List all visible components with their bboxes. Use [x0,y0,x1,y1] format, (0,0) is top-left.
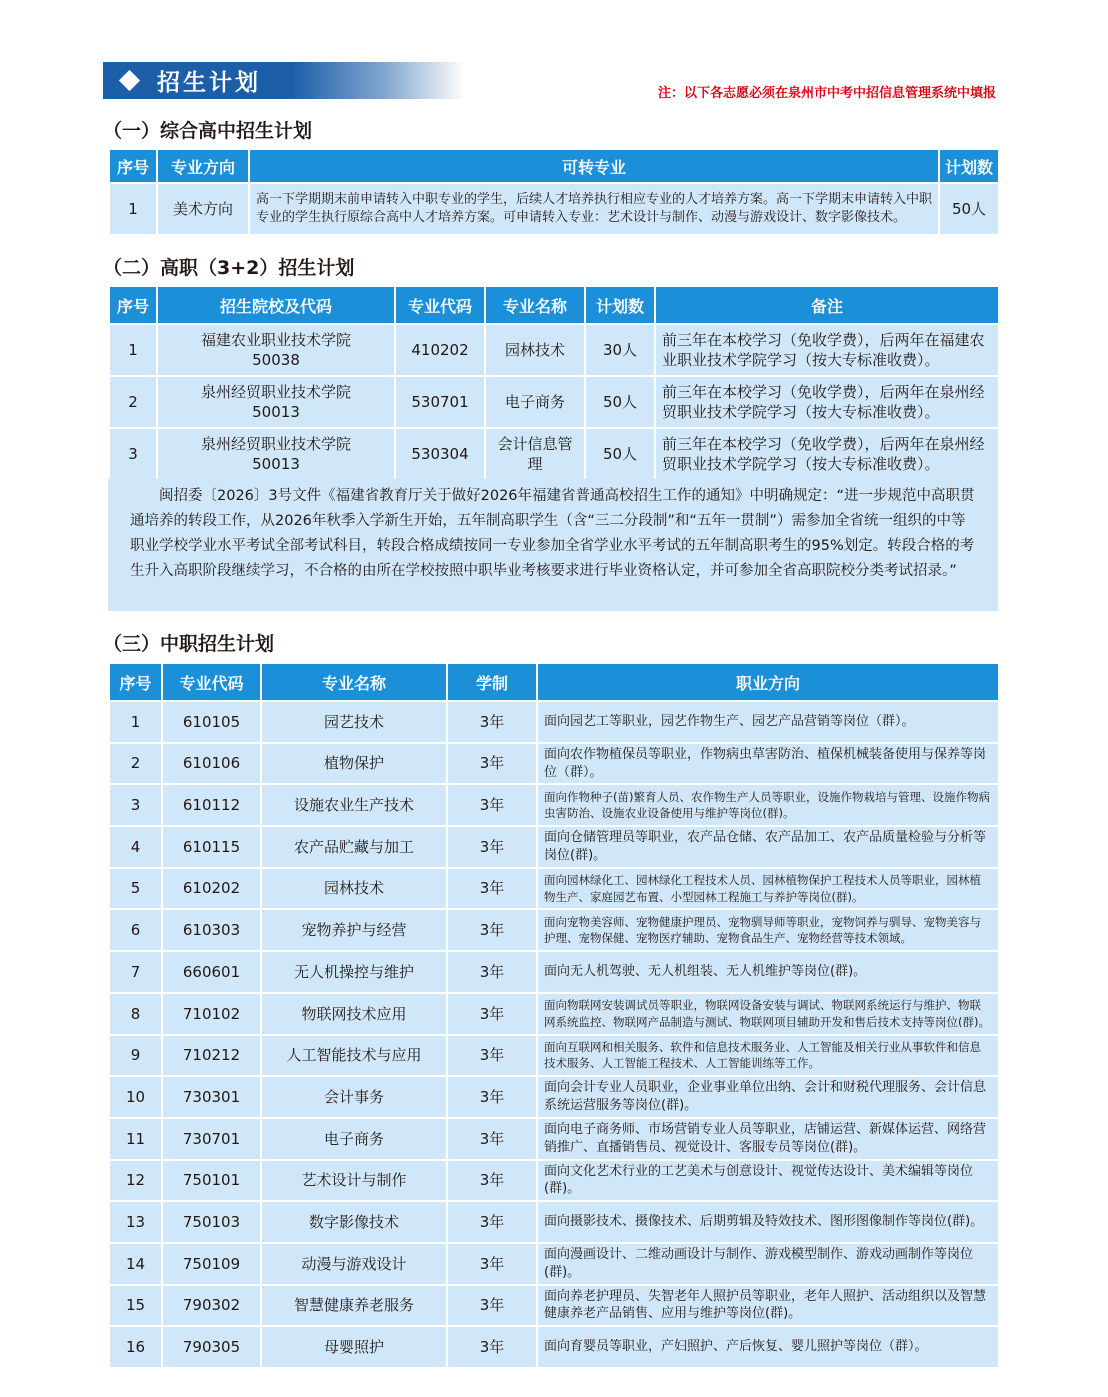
major-code-cell: 530701 [395,376,485,428]
duration-cell: 3年 [447,1076,537,1118]
major-code-cell: 610112 [162,784,261,826]
section2-title: （二）高职（3+2）招生计划 [103,257,355,279]
duration-cell: 3年 [447,951,537,993]
table-row [109,324,999,376]
column-header: 招生院校及代码 [157,286,395,324]
table-row [109,1201,999,1243]
row-number: 3 [109,428,157,480]
table-row [109,993,999,1035]
table-header-row [109,286,999,324]
section2-table [108,285,1000,481]
plan-cell: 50人 [585,376,655,428]
duration-cell: 3年 [447,826,537,868]
major-name-cell: 会计信息管理 [485,428,585,480]
duration-cell: 3年 [447,1326,537,1368]
major-code-cell: 410202 [395,324,485,376]
table-row [109,1285,999,1327]
column-header: 专业代码 [162,663,261,701]
table-row [109,376,999,428]
duration-cell: 3年 [447,1035,537,1077]
major-code-cell: 730701 [162,1118,261,1160]
header-note: 注：以下各志愿必须在泉州市中考中招信息管理系统中填报 [657,86,996,101]
major-code-cell: 660601 [162,951,261,993]
table-row [109,183,999,235]
row-number: 6 [109,909,162,951]
row-number: 1 [109,701,162,743]
major-name-cell: 农产品贮藏与加工 [261,826,447,868]
table-row [109,743,999,785]
diamond-icon [119,70,140,91]
table-row [109,909,999,951]
school-cell [157,428,395,480]
table-row [109,1076,999,1118]
column-header: 专业代码 [395,286,485,324]
remark-cell: 前三年在本校学习（免收学费），后两年在福建农业职业技术学院学习（按大专标准收费）。 [655,324,999,376]
major-name-cell: 人工智能技术与应用 [261,1035,447,1077]
table-row [109,1035,999,1077]
table-row [109,868,999,910]
plan-cell: 50人 [939,183,999,235]
column-header: 计划数 [939,149,999,183]
row-number: 8 [109,993,162,1035]
major-name-cell: 园林技术 [485,324,585,376]
career-direction-cell: 面向育婴员等职业，产妇照护、产后恢复、婴儿照护等岗位（群）。 [537,1326,999,1368]
remark-cell: 前三年在本校学习（免收学费），后两年在泉州经贸职业技术学院学习（按大专标准收费）。 [655,376,999,428]
row-number: 15 [109,1285,162,1327]
column-header: 序号 [109,663,162,701]
major-name-cell: 园艺技术 [261,701,447,743]
row-number: 2 [109,743,162,785]
major-code-cell: 610105 [162,701,261,743]
school-cell [157,324,395,376]
career-direction-cell: 面向园艺工等职业，园艺作物生产、园艺产品营销等岗位（群）。 [537,701,999,743]
duration-cell: 3年 [447,784,537,826]
transfer-desc-cell: 高一下学期期末前申请转入中职专业的学生，后续人才培养执行相应专业的人才培养方案。高一下学期末申请转入中职专业的学生执行原综合高中人才培养方案。可申请转入专业：艺术设计与制作、动漫与游戏设计、数字影像技术。 [249,183,939,235]
table-row [109,1243,999,1285]
major-name-cell: 宠物养护与经营 [261,909,447,951]
row-number: 7 [109,951,162,993]
table-row [109,826,999,868]
school-name: 福建农业职业技术学院 [200,330,351,349]
section1-table [108,148,1000,236]
major-code-cell: 750101 [162,1160,261,1202]
column-header: 序号 [109,286,157,324]
column-header: 备注 [655,286,999,324]
career-direction-cell: 面向摄影技术、摄像技术、后期剪辑及特效技术、图形图像制作等岗位(群)。 [537,1201,999,1243]
career-direction-cell: 面向养老护理员、失智老年人照护员等职业，老年人照护、活动组织以及智慧健康养老产品销售、应用与维护等岗位(群)。 [537,1285,999,1327]
header-banner [103,62,465,99]
major-name-cell: 智慧健康养老服务 [261,1285,447,1327]
career-direction-cell: 面向园林绿化工、园林绿化工程技术人员、园林植物保护工程技术人员等职业，园林植物生产、家庭园艺布置、小型园林工程施工与养护等岗位(群)。 [537,868,999,910]
major-code-cell: 710102 [162,993,261,1035]
table-row [109,784,999,826]
major-name-cell: 植物保护 [261,743,447,785]
major-code-cell: 730301 [162,1076,261,1118]
table-header-row [109,663,999,701]
major-code-cell: 610115 [162,826,261,868]
major-name-cell: 母婴照护 [261,1326,447,1368]
career-direction-cell: 面向会计专业人员职业，企业事业单位出纳、会计和财税代理服务、会计信息系统运营服务等岗位(群)。 [537,1076,999,1118]
major-name-cell: 艺术设计与制作 [261,1160,447,1202]
row-number: 1 [109,324,157,376]
school-name: 泉州经贸职业技术学院 [200,434,351,453]
career-direction-cell: 面向互联网和相关服务、软件和信息技术服务业、人工智能及相关行业从事软件和信息技术服务、人工智能工程技术、人工智能训练等工作。 [537,1035,999,1077]
row-number: 3 [109,784,162,826]
school-code: 50013 [252,455,300,473]
career-direction-cell: 面向文化艺术行业的工艺美术与创意设计、视觉传达设计、美术编辑等岗位(群)。 [537,1160,999,1202]
major-code-cell: 790302 [162,1285,261,1327]
section1-title: （一）综合高中招生计划 [103,120,313,142]
duration-cell: 3年 [447,1201,537,1243]
table-header-row [109,149,999,183]
major-name-cell: 电子商务 [485,376,585,428]
row-number: 10 [109,1076,162,1118]
row-number: 11 [109,1118,162,1160]
school-name: 泉州经贸职业技术学院 [200,382,351,401]
row-number: 1 [109,183,157,235]
section3-title: （三）中职招生计划 [103,633,275,655]
major-name-cell: 动漫与游戏设计 [261,1243,447,1285]
major-name-cell: 无人机操控与维护 [261,951,447,993]
major-code-cell: 610303 [162,909,261,951]
career-direction-cell: 面向作物种子(苗)繁育人员、农作物生产人员等职业，设施作物栽培与管理、设施作物病虫害防治、设施农业设备使用与维护等岗位(群)。 [537,784,999,826]
major-code-cell: 530304 [395,428,485,480]
major-name-cell: 会计事务 [261,1076,447,1118]
major-code-cell: 750103 [162,1201,261,1243]
direction-cell: 美术方向 [157,183,249,235]
row-number: 13 [109,1201,162,1243]
table-row [109,1118,999,1160]
section3-rows [109,701,999,1368]
table-row [109,951,999,993]
major-name-cell: 设施农业生产技术 [261,784,447,826]
row-number: 5 [109,868,162,910]
duration-cell: 3年 [447,1285,537,1327]
column-header: 序号 [109,149,157,183]
column-header: 职业方向 [537,663,999,701]
table-row [109,428,999,480]
section3-table [108,662,1000,1369]
row-number: 12 [109,1160,162,1202]
row-number: 14 [109,1243,162,1285]
career-direction-cell: 面向仓储管理员等职业，农产品仓储、农产品加工、农产品质量检验与分析等岗位(群)。 [537,826,999,868]
policy-note [108,479,998,611]
career-direction-cell: 面向宠物美容师、宠物健康护理员、宠物驯导师等职业，宠物饲养与驯导、宠物美容与护理、宠物保健、宠物医疗辅助、宠物食品生产、宠物经营等技术领域。 [537,909,999,951]
duration-cell: 3年 [447,701,537,743]
row-number: 9 [109,1035,162,1077]
major-name-cell: 电子商务 [261,1118,447,1160]
remark-cell: 前三年在本校学习（免收学费），后两年在泉州经贸职业技术学院学习（按大专标准收费）。 [655,428,999,480]
row-number: 16 [109,1326,162,1368]
duration-cell: 3年 [447,1243,537,1285]
duration-cell: 3年 [447,868,537,910]
career-direction-cell: 面向无人机驾驶、无人机组装、无人机维护等岗位(群)。 [537,951,999,993]
major-name-cell: 园林技术 [261,868,447,910]
school-code: 50013 [252,403,300,421]
career-direction-cell: 面向物联网安装调试员等职业，物联网设备安装与调试、物联网系统运行与维护、物联网系统监控、物联网产品制造与测试、物联网项目辅助开发和售后技术支持等岗位(群)。 [537,993,999,1035]
column-header: 专业方向 [157,149,249,183]
column-header: 计划数 [585,286,655,324]
policy-note-text: 闽招委〔2026〕3号文件《福建省教育厅关于做好2026年福建省普通高校招生工作的通知》中明确规定：“进一步规范中高职贯通培养的转段工作，从2026年秋季入学新生开始，五年制高职学生（含“三二分段制”和“五年一贯制”）需参加全省统一组织的中等职业学校学业水平考试全部考试科目，转段合格成绩按同一专业参加全省学业水平考试的五年制高职考生的95%划定。转段合格的考生升入高职阶段继续学习，不合格的由所在学校按照中职毕业考核要求进行毕业资格认定，并可参加全省高职院校分类考试招录。” [130,488,975,579]
major-code-cell: 610202 [162,868,261,910]
column-header: 专业名称 [485,286,585,324]
column-header: 专业名称 [261,663,447,701]
major-code-cell: 790305 [162,1326,261,1368]
duration-cell: 3年 [447,1118,537,1160]
career-direction-cell: 面向农作物植保员等职业，作物病虫草害防治、植保机械装备使用与保养等岗位（群）。 [537,743,999,785]
career-direction-cell: 面向电子商务师、市场营销专业人员等职业，店铺运营、新媒体运营、网络营销推广、直播销售员、视觉设计、客服专员等岗位(群)。 [537,1118,999,1160]
table-row [109,1160,999,1202]
plan-cell: 50人 [585,428,655,480]
duration-cell: 3年 [447,743,537,785]
table-row [109,1326,999,1368]
duration-cell: 3年 [447,1160,537,1202]
duration-cell: 3年 [447,909,537,951]
major-code-cell: 610106 [162,743,261,785]
column-header: 可转专业 [249,149,939,183]
page-title: 招生计划 [157,70,261,96]
major-name-cell: 数字影像技术 [261,1201,447,1243]
school-cell [157,376,395,428]
plan-cell: 30人 [585,324,655,376]
major-code-cell: 710212 [162,1035,261,1077]
major-code-cell: 750109 [162,1243,261,1285]
column-header: 学制 [447,663,537,701]
duration-cell: 3年 [447,993,537,1035]
major-name-cell: 物联网技术应用 [261,993,447,1035]
career-direction-cell: 面向漫画设计、二维动画设计与制作、游戏模型制作、游戏动画制作等岗位(群)。 [537,1243,999,1285]
row-number: 4 [109,826,162,868]
school-code: 50038 [252,351,300,369]
row-number: 2 [109,376,157,428]
table-row [109,701,999,743]
